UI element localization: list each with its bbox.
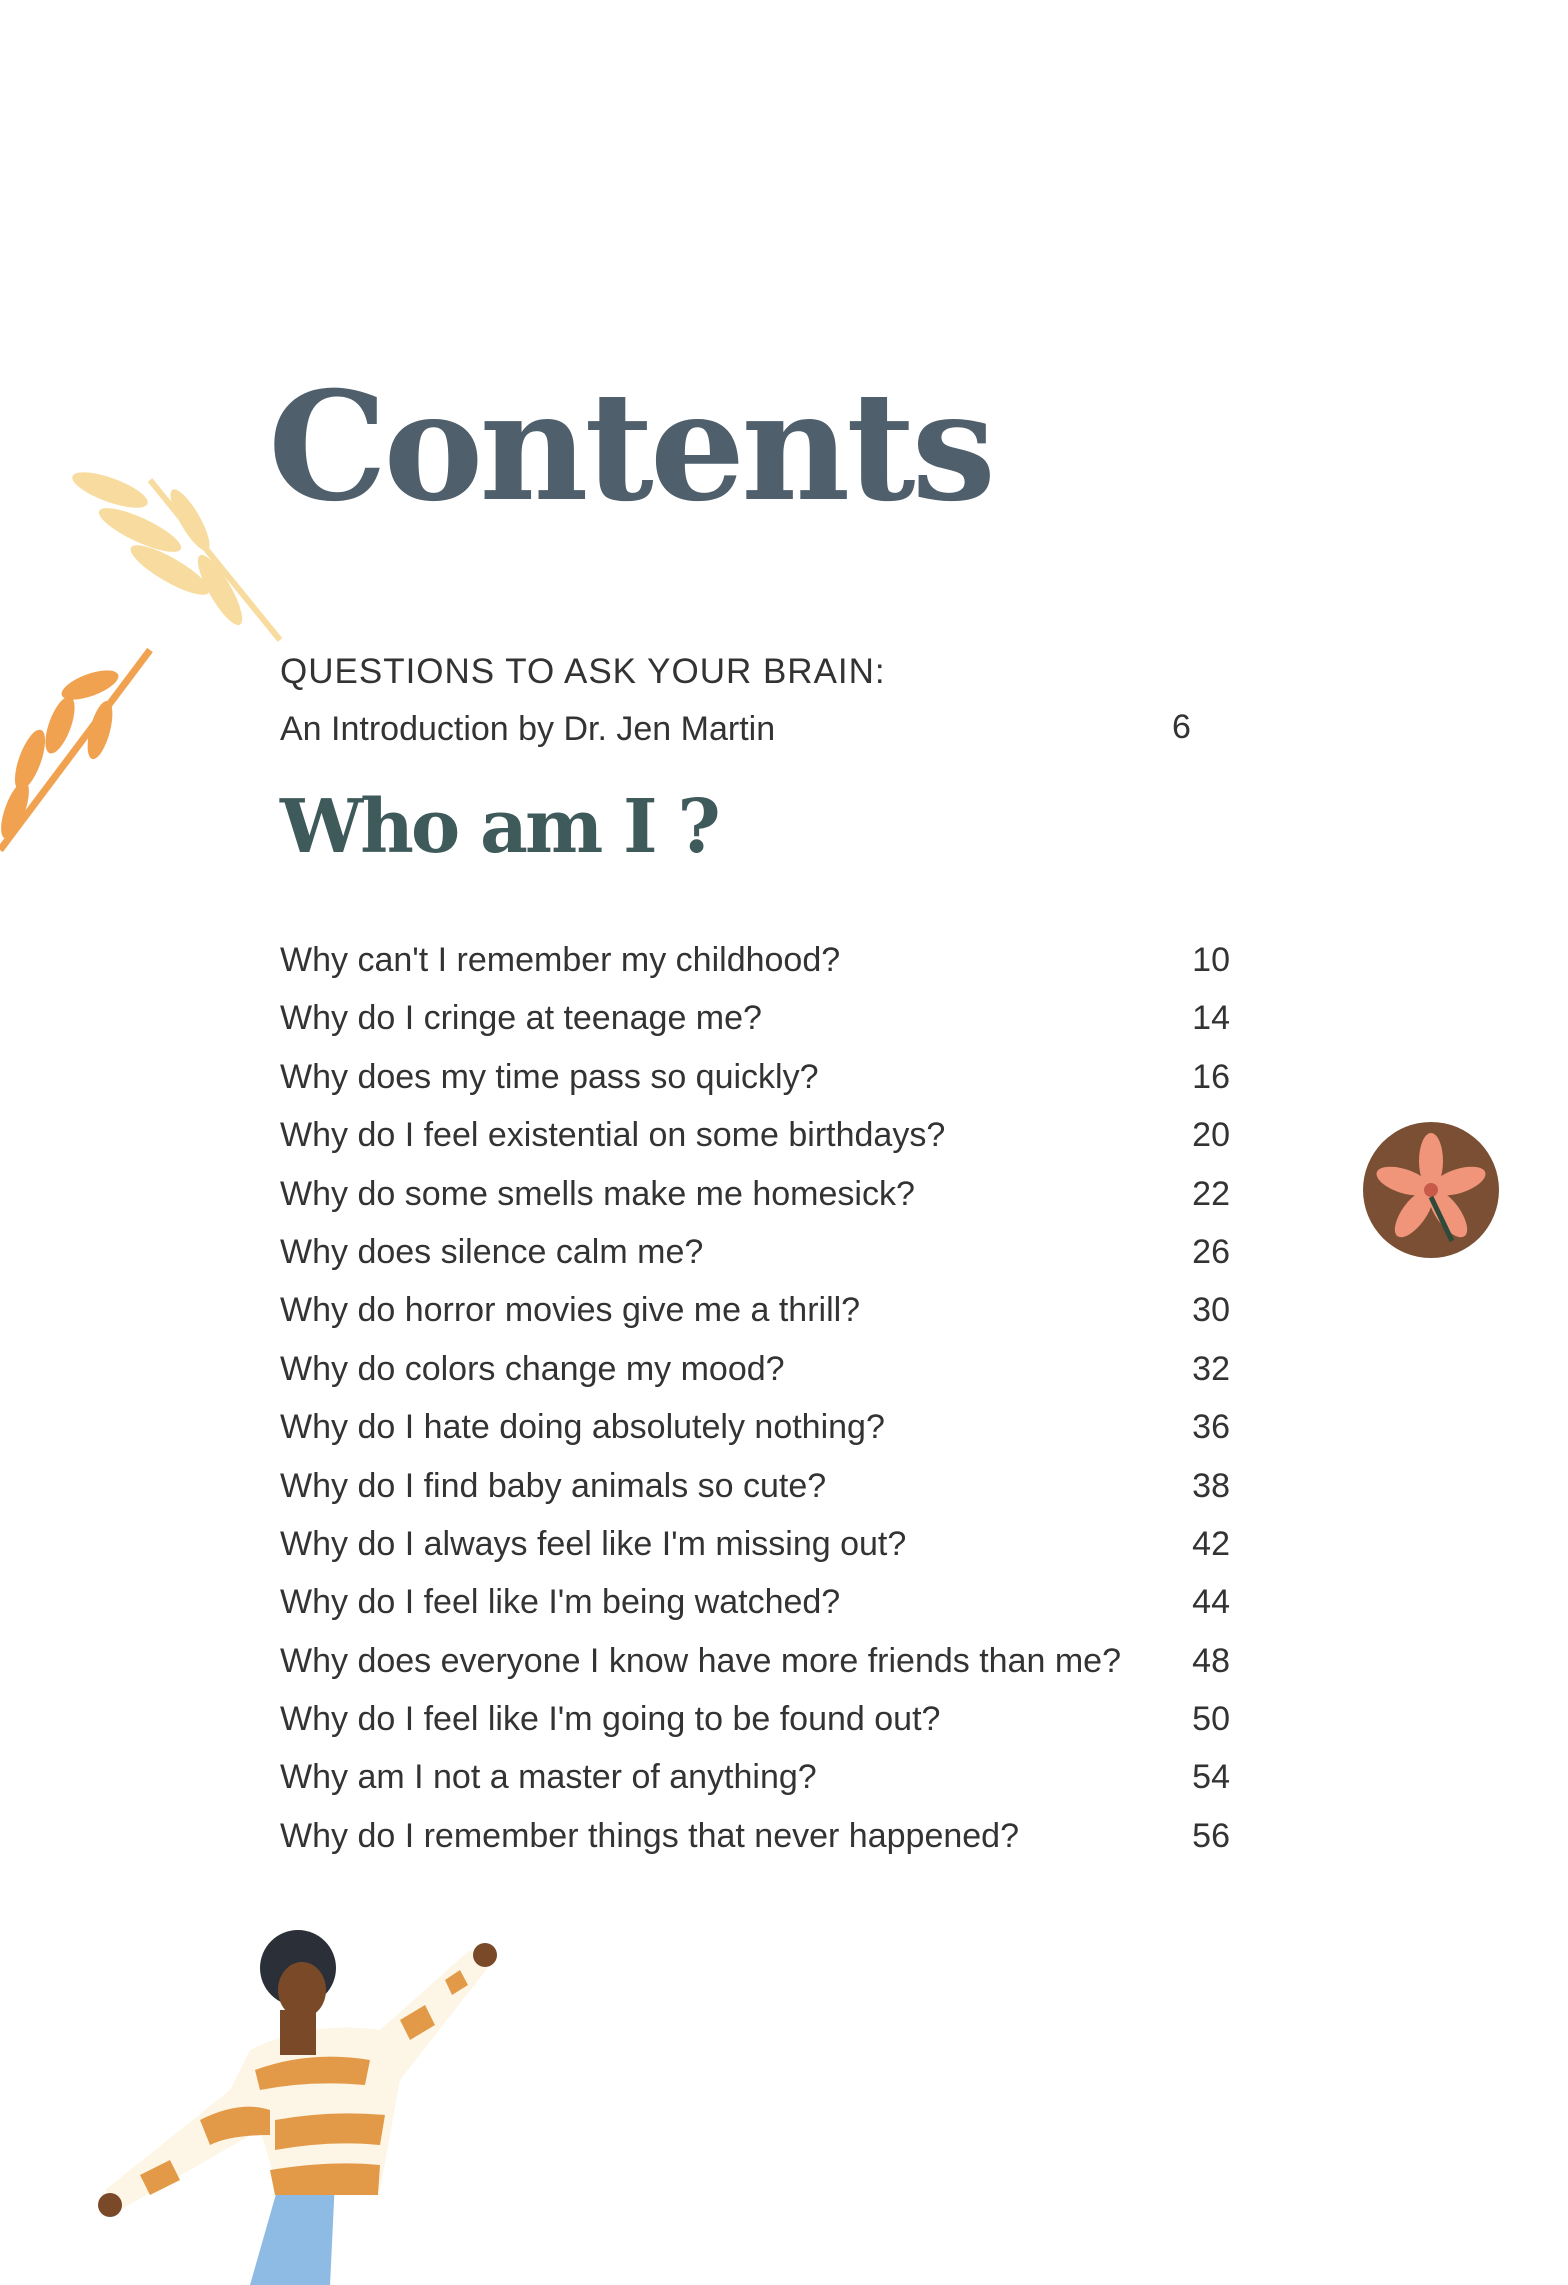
person-illustration [80, 1910, 540, 2285]
toc-entry[interactable] [280, 1466, 1230, 1524]
toc-entry[interactable] [280, 1524, 1230, 1582]
entry-page: 22 [1192, 1174, 1230, 1213]
entry-label: Why does my time pass so quickly? [280, 1057, 819, 1096]
entry-page: 50 [1192, 1700, 1230, 1739]
page-title: Contents [268, 359, 993, 535]
intro-heading: QUESTIONS TO ASK YOUR BRAIN: [280, 652, 886, 691]
toc-entry[interactable] [280, 1757, 1230, 1815]
toc-entry[interactable] [280, 1582, 1230, 1640]
entry-label: Why do I find baby animals so cute? [280, 1466, 827, 1505]
toc-entry[interactable] [280, 1290, 1230, 1348]
entry-label: Why do I feel existential on some birthdays? [280, 1116, 946, 1155]
toc-entry[interactable] [280, 1349, 1230, 1407]
entry-label: Why do horror movies give me a thrill? [280, 1291, 861, 1330]
entry-label: Why do I feel like I'm going to be found out? [280, 1700, 941, 1739]
flower-icon [1362, 1121, 1500, 1259]
entry-label: Why do some smells make me homesick? [280, 1174, 915, 1213]
entry-page: 14 [1192, 999, 1230, 1038]
entry-label: Why do I always feel like I'm missing out? [280, 1524, 907, 1563]
entry-page: 30 [1192, 1291, 1230, 1330]
entry-page: 32 [1192, 1349, 1230, 1388]
entry-label: Why am I not a master of anything? [280, 1758, 817, 1797]
entry-page: 48 [1192, 1641, 1230, 1680]
toc-entry[interactable] [280, 1232, 1230, 1290]
entry-label: Why do I hate doing absolutely nothing? [280, 1408, 885, 1447]
entry-label: Why does silence calm me? [280, 1232, 704, 1271]
entry-page: 16 [1192, 1057, 1230, 1096]
entry-page: 36 [1192, 1408, 1230, 1447]
toc-entry[interactable] [280, 1699, 1230, 1757]
toc-list [280, 940, 1230, 1874]
toc-entry[interactable] [280, 1641, 1230, 1699]
intro-subtitle: An Introduction by Dr. Jen Martin [280, 710, 776, 748]
section-title: Who am I ? [280, 784, 718, 870]
toc-entry[interactable] [280, 1174, 1230, 1232]
leaf-branch-illustration [0, 460, 300, 860]
entry-page: 26 [1192, 1232, 1230, 1271]
entry-page: 10 [1192, 941, 1230, 979]
toc-entry[interactable] [280, 998, 1230, 1056]
entry-label: Why do I cringe at teenage me? [280, 999, 762, 1038]
entry-label: Why do colors change my mood? [280, 1349, 785, 1388]
toc-entry[interactable] [280, 1407, 1230, 1465]
entry-label: Why do I remember things that never happened? [280, 1816, 1019, 1855]
entry-label: Why does everyone I know have more friends than me? [280, 1641, 1121, 1680]
toc-entry[interactable] [280, 940, 1230, 998]
entry-page: 38 [1192, 1466, 1230, 1505]
entry-page: 44 [1192, 1583, 1230, 1622]
toc-entry[interactable] [280, 1115, 1230, 1173]
intro-page-number: 6 [1172, 708, 1191, 746]
entry-page: 56 [1192, 1816, 1230, 1855]
toc-entry[interactable] [280, 1816, 1230, 1874]
toc-entry[interactable] [280, 1057, 1230, 1115]
entry-page: 42 [1192, 1524, 1230, 1563]
entry-page: 54 [1192, 1758, 1230, 1797]
entry-label: Why do I feel like I'm being watched? [280, 1583, 841, 1622]
entry-label: Why can't I remember my childhood? [280, 941, 841, 979]
entry-page: 20 [1192, 1116, 1230, 1155]
